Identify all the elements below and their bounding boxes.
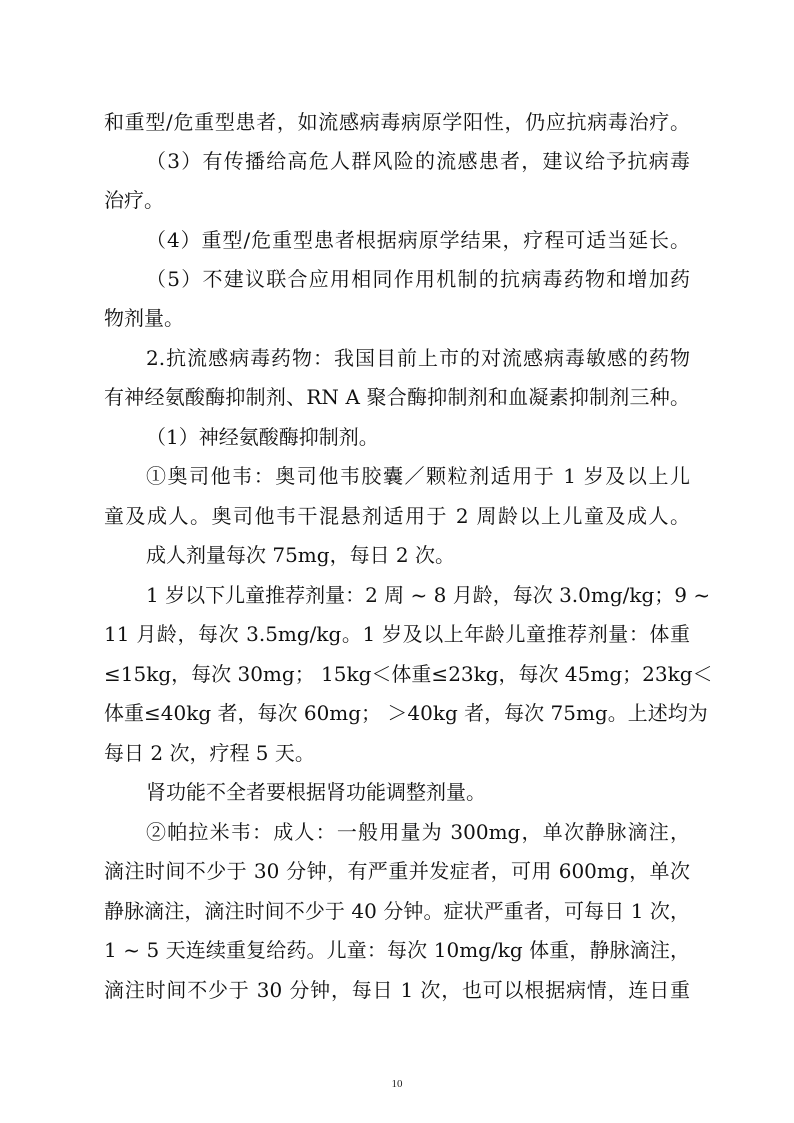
text-line: 1 岁以下儿童推荐剂量：2 周 ~ 8 月龄，每次 3.0mg/kg；9 ~ — [146, 583, 711, 607]
text-line: 成人剂量每次 75mg，每日 2 次。 — [146, 543, 456, 567]
text-line: 2.抗流感病毒药物：我国目前上市的对流感病毒敏感的药物 — [146, 346, 690, 370]
text-line: 静脉滴注，滴注时间不少于 40 分钟。症状严重者，可每日 1 次， — [104, 899, 690, 923]
text-line: 滴注时间不少于 30 分钟，有严重并发症者，可用 600mg，单次 — [104, 859, 690, 883]
page-number: 10 — [391, 1078, 403, 1090]
text-line: （5）不建议联合应用相同作用机制的抗病毒药物和增加药 — [146, 267, 690, 291]
text-line: ②帕拉米韦：成人：一般用量为 300mg，单次静脉滴注， — [146, 820, 690, 844]
text-line: 11 月龄，每次 3.5mg/kg。1 岁及以上年龄儿童推荐剂量：体重 — [104, 622, 690, 646]
text-line: 肾功能不全者要根据肾功能调整剂量。 — [146, 780, 486, 804]
text-line: 和重型/危重型患者，如流感病毒病原学阳性，仍应抗病毒治疗。 — [104, 110, 690, 134]
text-line: 物剂量。 — [104, 306, 184, 330]
text-line: ≤15kg，每次 30mg； 15kg＜体重≤23kg，每次 45mg；23kg＜ — [104, 662, 713, 686]
text-line: 体重≤40kg 者，每次 60mg； ＞40kg 者，每次 75mg。上述均为 — [104, 701, 708, 725]
text-line: 童及成人。奥司他韦干混悬剂适用于 2 周龄以上儿童及成人。 — [104, 504, 690, 528]
text-line: （4）重型/危重型患者根据病原学结果，疗程可适当延长。 — [146, 228, 690, 252]
text-line: 每日 2 次，疗程 5 天。 — [104, 741, 315, 765]
text-line: 治疗。 — [104, 188, 164, 212]
text-line: （3）有传播给高危人群风险的流感患者，建议给予抗病毒 — [146, 149, 690, 173]
text-line: 有神经氨酸酶抑制剂、RN A 聚合酶抑制剂和血凝素抑制剂三种。 — [104, 385, 690, 409]
text-line: 滴注时间不少于 30 分钟，每日 1 次，也可以根据病情，连日重 — [104, 978, 690, 1002]
text-line: ①奥司他韦：奥司他韦胶囊／颗粒剂适用于 1 岁及以上儿 — [146, 464, 690, 488]
text-line: 1 ~ 5 天连续重复给药。儿童：每次 10mg/kg 体重，静脉滴注， — [104, 938, 690, 962]
text-line: （1）神经氨酸酶抑制剂。 — [146, 425, 379, 449]
